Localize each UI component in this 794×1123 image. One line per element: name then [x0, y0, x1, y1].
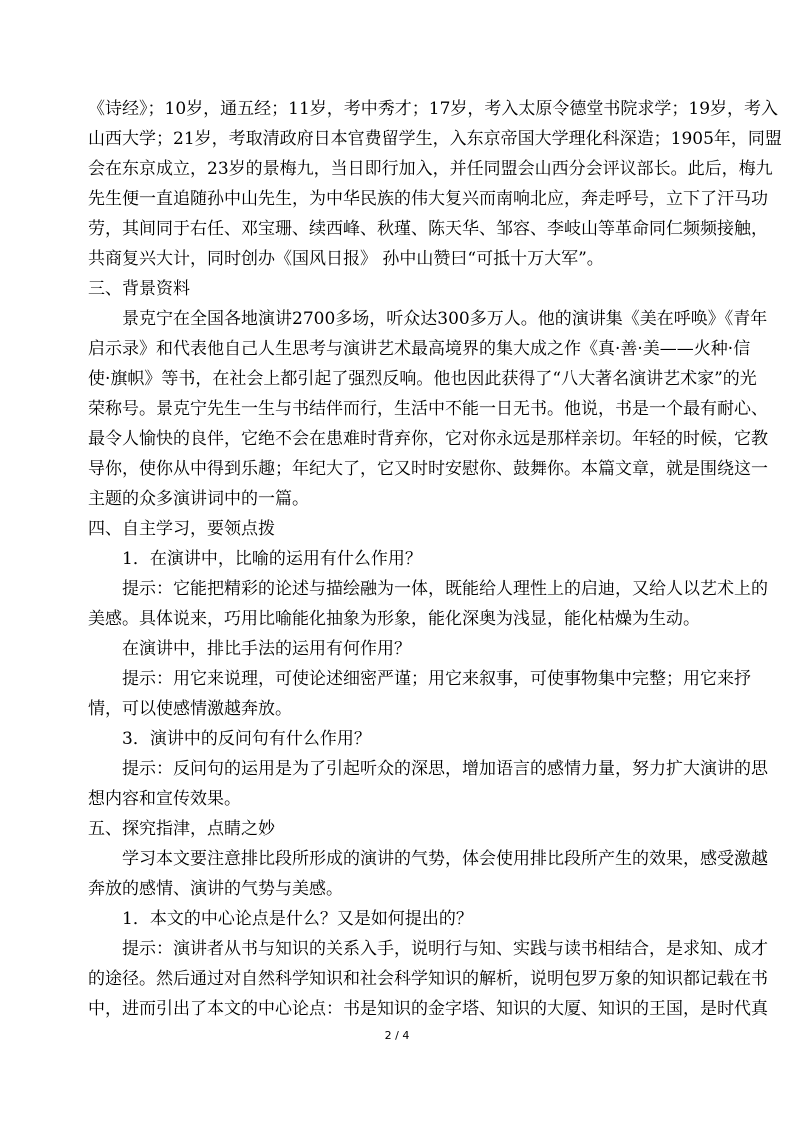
- paragraph-line: 山西大学；21岁，考取清政府日本官费留学生，入东京帝国大学理化科深造；1905年，同盟: [88, 129, 782, 149]
- paragraph-line: 导你，使你从中得到乐趣；年纪大了，它又时时安慰你、鼓舞你。本篇文章，就是围绕这一: [88, 459, 768, 479]
- document-body: [88, 94, 782, 1024]
- paragraph-line: 《诗经》；10岁，通五经；11岁，考中秀才；17岁，考入太原令德堂书院求学；19岁，考入: [88, 99, 779, 119]
- answer-line: 提示：反问句的运用是为了引起听众的深思，增加语言的感情力量，努力扩大演讲的思: [122, 759, 768, 779]
- paragraph-line: 奔放的感情、演讲的气势与美感。: [88, 879, 343, 899]
- section-heading: 五、探究指津，点睛之妙: [88, 819, 275, 839]
- paragraph-line: 先生便一直追随孙中山先生，为中华民族的伟大复兴而南响北应，奔走呼号，立下了汗马功: [88, 189, 768, 209]
- paragraph-line: 荣称号。景克宁先生一生与书结伴而行，生活中不能一日无书。他说，书是一个最有耐心、: [88, 399, 768, 419]
- answer-line: 想内容和宣传效果。: [88, 789, 241, 809]
- question-line: 1．在演讲中，比喻的运用有什么作用？: [122, 549, 422, 569]
- paragraph-line: 启示录》和代表他自己人生思考与演讲艺术最高境界的集大成之作《真·善·美——火种·信: [88, 339, 751, 359]
- paragraph-line: 最令人愉快的良伴，它绝不会在患难时背弃你，它对你永远是那样亲切。年轻的时候，它教: [88, 429, 768, 449]
- paragraph-line: 使·旗帜》等书，在社会上都引起了强烈反响。他也因此获得了“八大著名演讲艺术家”的光: [88, 369, 757, 389]
- page-number: 2 / 4: [384, 1029, 410, 1042]
- answer-line: 美感。具体说来，巧用比喻能化抽象为形象，能化深奥为浅显，能化枯燥为生动。: [88, 609, 700, 629]
- question-line: 3．演讲中的反问句有什么作用？: [122, 729, 371, 749]
- paragraph-line: 主题的众多演讲词中的一篇。: [88, 489, 309, 509]
- answer-line: 的途径。然后通过对自然科学知识和社会科学知识的解析，说明包罗万象的知识都记载在书: [88, 969, 768, 989]
- paragraph-line: 劳，其间同于右任、邓宝珊、续西峰、秋瑾、陈天华、邹容、李岐山等革命同仁频频接触，: [88, 219, 768, 239]
- paragraph-line: 景克宁在全国各地演讲2700多场，听众达300多万人。他的演讲集《美在呼唤》《青年: [122, 309, 768, 329]
- answer-line: 提示：它能把精彩的论述与描绘融为一体，既能给人理性上的启迪，又给人以艺术上的: [122, 579, 768, 599]
- section-heading: 三、背景资料: [88, 279, 190, 299]
- answer-line: 提示：用它来说理，可使论述细密严谨；用它来叙事，可使事物集中完整；用它来抒: [122, 669, 751, 689]
- answer-line: 情，可以使感情激越奔放。: [88, 699, 292, 719]
- question-line: 1．本文的中心论点是什么？又是如何提出的？: [122, 909, 473, 929]
- question-line: 在演讲中，排比手法的运用有何作用？: [122, 639, 411, 659]
- answer-line: 提示：演讲者从书与知识的关系入手，说明行与知、实践与读书相结合，是求知、成才: [122, 939, 768, 959]
- paragraph-line: 会在东京成立，23岁的景梅九，当日即行加入，并任同盟会山西分会评议部长。此后，梅九: [88, 159, 773, 179]
- answer-line: 中，进而引出了本文的中心论点：书是知识的金字塔、知识的大厦、知识的王国，是时代真: [88, 999, 768, 1019]
- section-heading: 四、自主学习，要领点拨: [88, 519, 275, 539]
- paragraph-line: 共商复兴大计，同时创办《国风日报》 孙中山赞曰“可抵十万大军”。: [88, 249, 604, 269]
- paragraph-line: 学习本文要注意排比段所形成的演讲的气势，体会使用排比段所产生的效果，感受激越: [122, 849, 768, 869]
